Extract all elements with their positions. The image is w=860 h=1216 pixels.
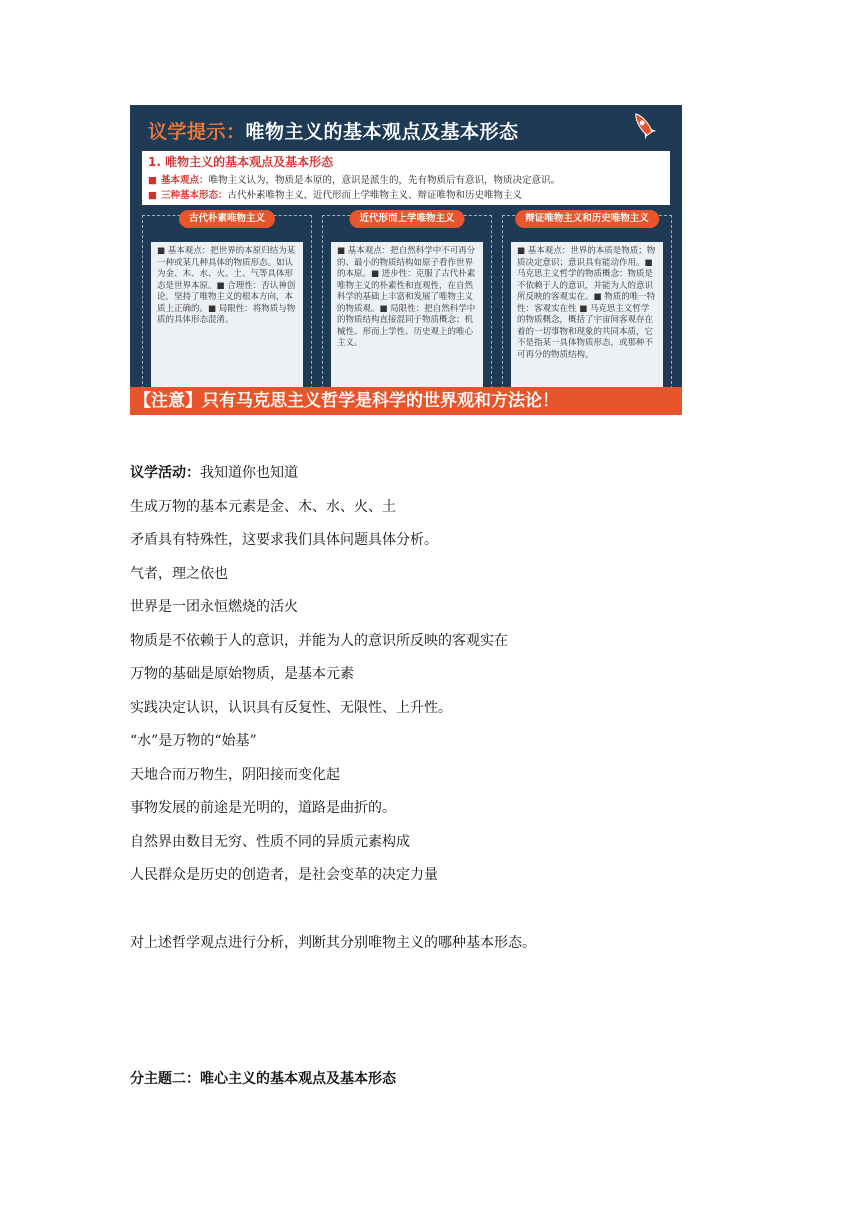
statement-line: 世界是一团永恒燃烧的活火: [130, 599, 298, 615]
statement-line: 人民群众是历史的创造者，是社会变革的决定力量: [130, 867, 438, 883]
statement-line: 实践决定认识，认识具有反复性、无限性、上升性。: [130, 700, 452, 716]
intro-line-text: 唯物主义认为，物质是本原的，意识是派生的，先有物质后有意识，物质决定意识。: [208, 175, 561, 186]
banner-title-rest: 唯物主义的基本观点及基本形态: [245, 121, 519, 143]
statement-line: 生成万物的基本元素是金、木、水、火、土: [130, 499, 396, 515]
banner-title-lead: 议学提示：: [148, 121, 246, 143]
activity-text: 我知道你也知道: [200, 465, 298, 481]
statement-line: 事物发展的前途是光明的，道路是曲折的。: [130, 800, 396, 816]
note-bar: 【注意】只有马克思主义哲学是科学的世界观和方法论！: [130, 387, 682, 415]
study-tip-banner: [130, 105, 682, 415]
column-card: [151, 242, 303, 388]
banner-title: [148, 117, 519, 144]
activity-label: 议学活动：: [130, 465, 200, 481]
column-label: 古代朴素唯物主义: [179, 210, 275, 228]
square-bullet-icon: ■: [148, 175, 157, 186]
intro-line-three-forms: [148, 187, 522, 201]
subtopic-heading: [130, 1068, 396, 1088]
intro-line-key: 三种基本形态：: [160, 190, 228, 201]
statement-line: “水”是万物的“始基”: [130, 733, 257, 749]
statement-line: 天地合而万物生，阴阳接而变化起: [130, 767, 340, 783]
column-ancient-materialism: [142, 215, 312, 389]
column-dialectical-historical-materialism: [502, 215, 672, 389]
statement-line: 自然界由数目无穷、性质不同的异质元素构成: [130, 834, 410, 850]
column-label: 近代形而上学唯物主义: [349, 210, 464, 228]
rocket-icon: [630, 109, 660, 145]
intro-line-key: 基本观点：: [160, 175, 209, 186]
statement-line: 气者，理之依也: [130, 566, 228, 582]
intro-line-text: 古代朴素唯物主义、近代形而上学唯物主义、辩证唯物和历史唯物主义: [227, 190, 523, 201]
question-line: 对上述哲学观点进行分析，判断其分别唯物主义的哪种基本形态。: [130, 935, 536, 951]
column-modern-metaphysical-materialism: [322, 215, 492, 389]
statement-line: 万物的基础是原始物质，是基本元素: [130, 666, 354, 682]
activity-line: [130, 462, 298, 482]
subtopic-text: 分主题二：唯心主义的基本观点及基本形态: [130, 1071, 396, 1087]
intro-box: [142, 151, 670, 205]
statement-line: 物质是不依赖于人的意识，并能为人的意识所反映的客观实在: [130, 633, 508, 649]
column-body: ■ 基本观点：把自然科学中不可再分的、最小的物质结构如原子看作世界的本原。■ 进步性：克服了古代朴素唯物主义的朴素性和直观性，在自然科学的基础上丰富和发展了唯物主义的物质观。■ 局限性：把自然科学中的物质结构直接混同于物质概念；机械性、形而上学性、历史观上的唯心主义。: [337, 246, 476, 348]
intro-line-basic-view: [148, 172, 560, 186]
column-card: [331, 242, 483, 388]
column-body: ■ 基本观点：世界的本质是物质；物质决定意识；意识具有能动作用。■ 马克思主义哲学的物质概念：物质是不依赖于人的意识，并能为人的意识所反映的客观实在。■ 物质的唯一特性：客观实在性 ■ 马克思主义哲学的物质概念，概括了宇宙间客观存在着的一切事物和现象的共同本质，它不是指某一具体物质形态，或那种不可再分的物质结构。: [517, 246, 656, 360]
intro-heading: 1. 唯物主义的基本观点及基本形态: [148, 155, 334, 169]
column-card: [511, 242, 663, 388]
square-bullet-icon: ■: [148, 190, 157, 201]
column-label: 辩证唯物主义和历史唯物主义: [515, 210, 659, 228]
statement-line: 矛盾具有特殊性，这要求我们具体问题具体分析。: [130, 532, 438, 548]
column-body: ■ 基本观点：把世界的本原归结为某一种或某几种具体的物质形态。如认为金、木、水、火、土、气等具体形态是世界本原。■ 合理性：否认神创论，坚持了唯物主义的根本方向，本质上正确的。■ 局限性：将物质与物质的具体形态混淆。: [157, 246, 296, 325]
